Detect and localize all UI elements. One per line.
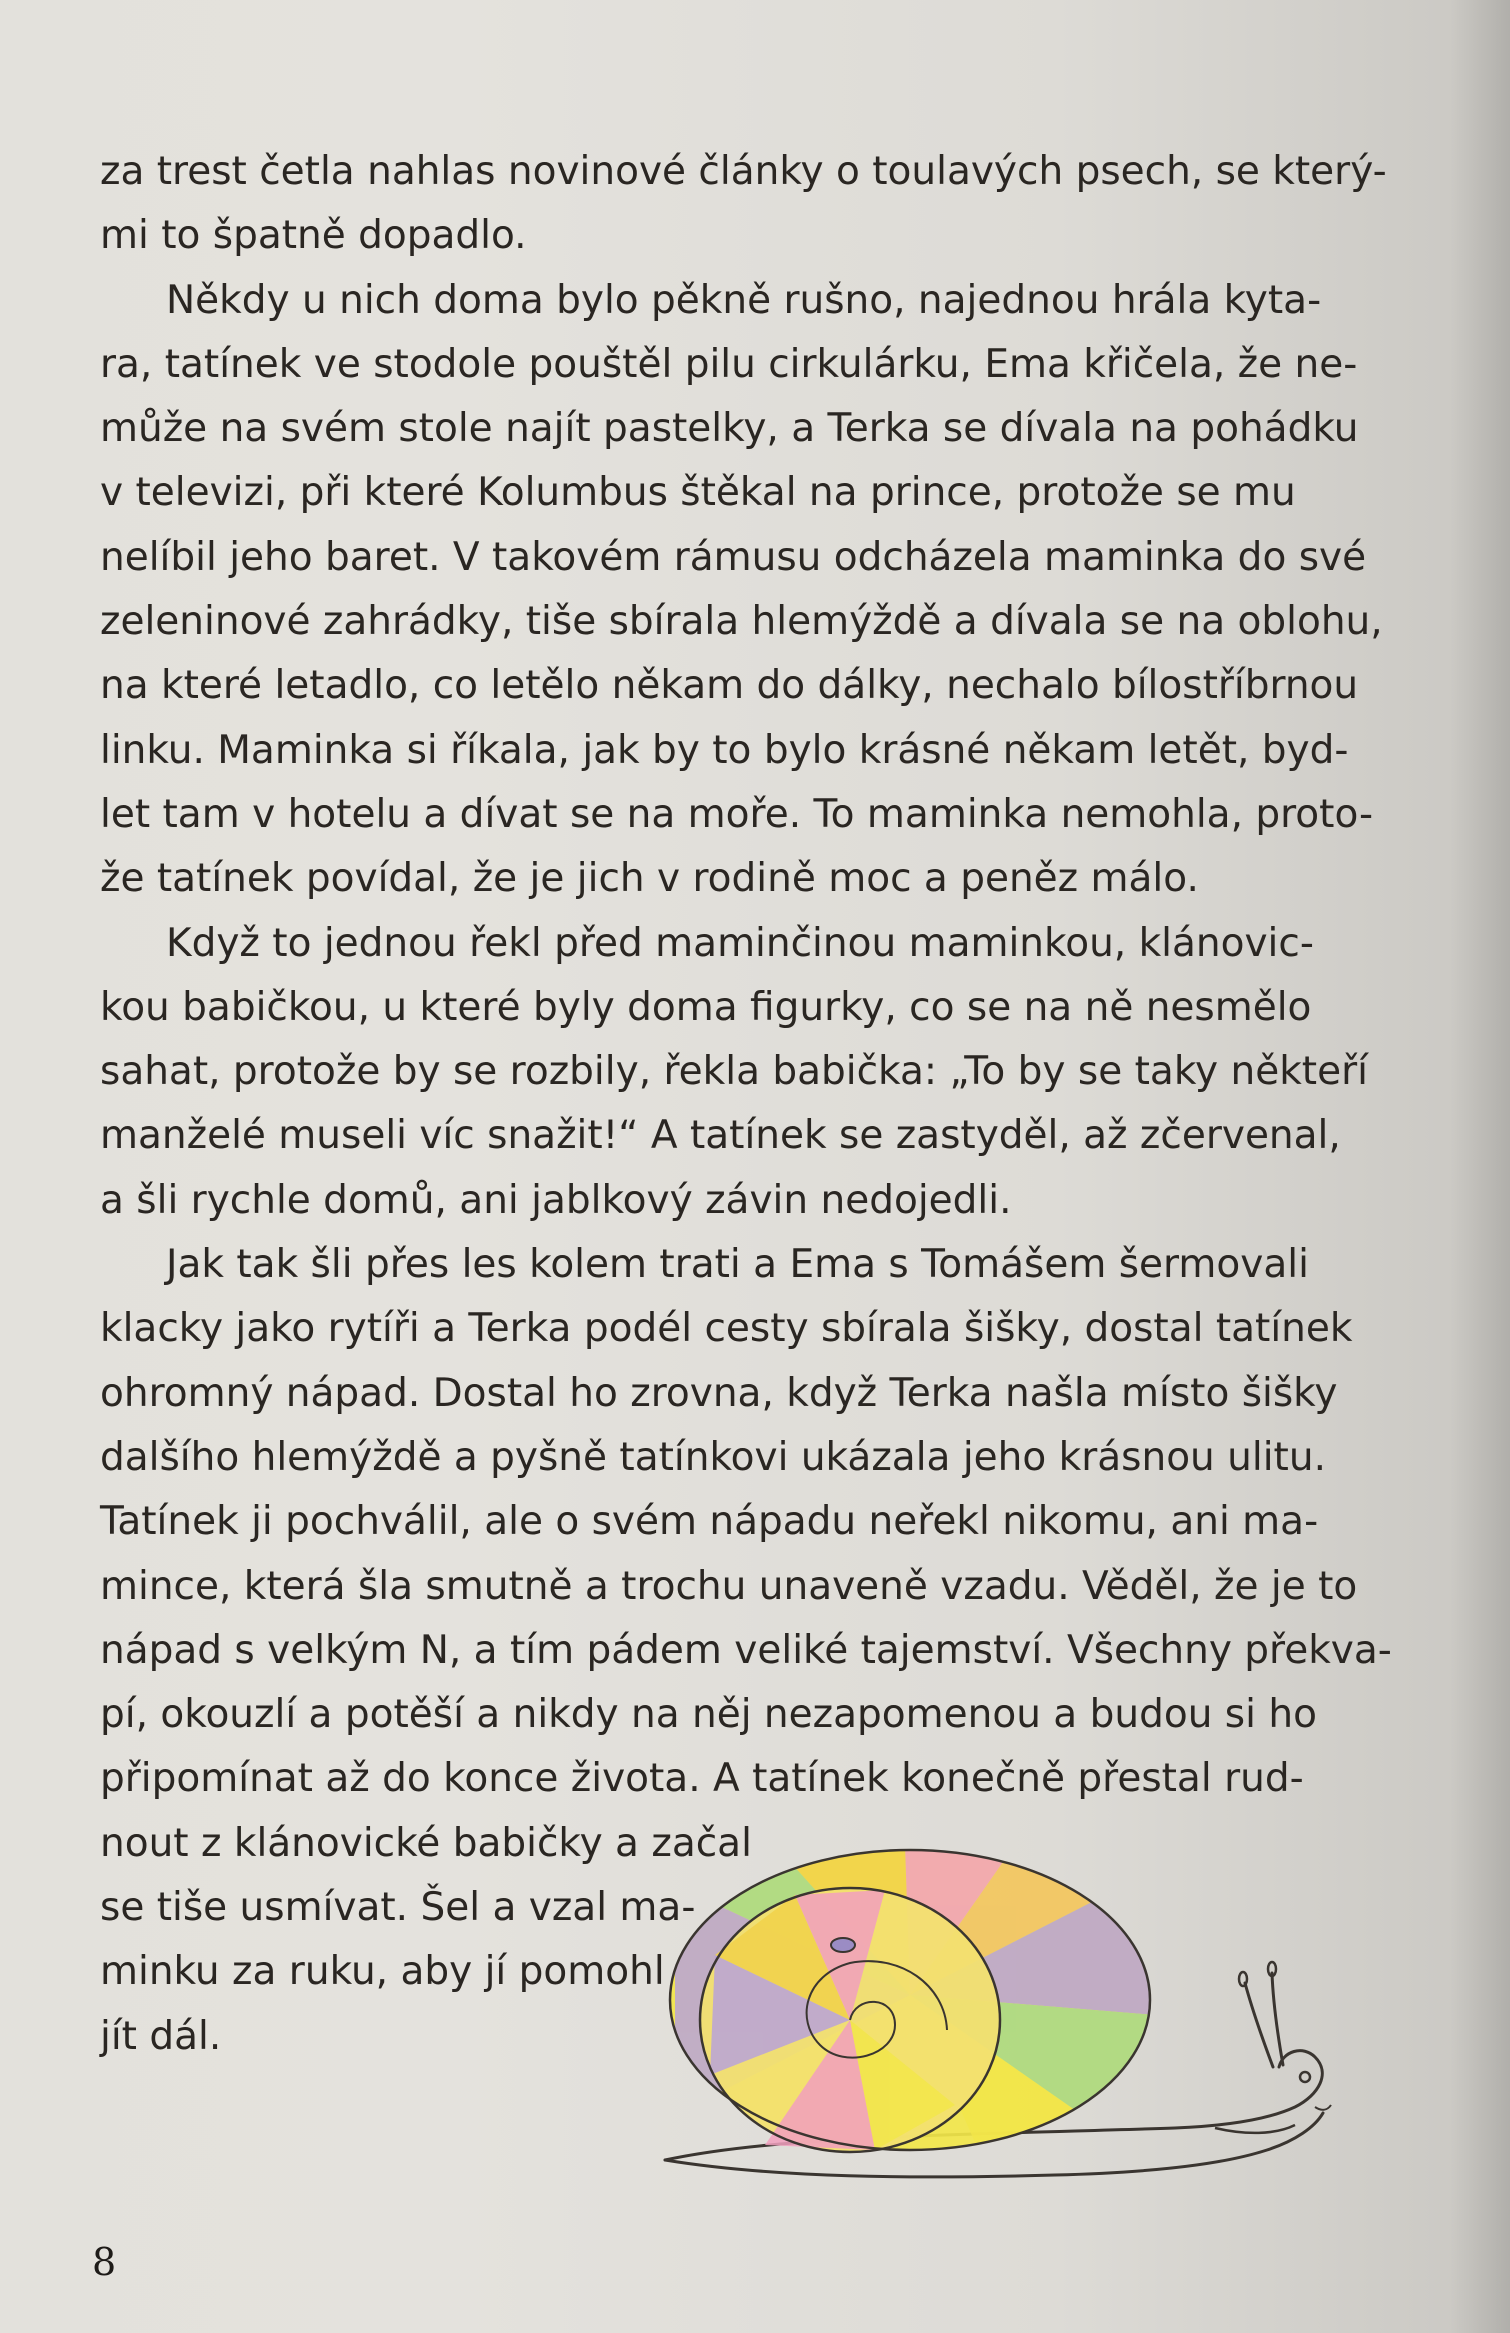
text-line: nout z klánovické babičky a začal [100,1820,752,1866]
text-line: mi to špatně dopadlo. [100,213,527,259]
snail-icon [655,1845,1355,2185]
paragraph-2 [100,269,1396,912]
text-line: Tatínek ji pochválil, ale o svém nápadu neřekl nikomu, ani ma- [100,1499,1319,1545]
text-line: linku. Maminka si říkala, jak by to bylo krásné někam letět, byd- [100,727,1349,773]
text-line: kou babičkou, u které byly doma figurky, co se na ně nesmělo [100,984,1312,1030]
text-line: že tatínek povídal, že je jich v rodině moc a peněz málo. [100,856,1199,902]
text-line: na které letadlo, co letělo někam do dálky, nechalo bílostříbrnou [100,663,1359,709]
text-line: se tiše usmívat. Šel a vzal ma- [100,1885,696,1931]
text-line: a šli rychle domů, ani jablkový závin nedojedli. [100,1177,1012,1223]
story-text [100,140,1396,2069]
text-line: může na svém stole najít pastelky, a Terka se dívala na pohádku [100,406,1359,452]
paragraph-3 [100,912,1396,1233]
text-line: ohromný nápad. Dostal ho zrovna, když Terka našla místo šišky [100,1370,1338,1416]
text-line: připomínat až do konce života. A tatínek konečně přestal rud- [100,1756,1304,1802]
text-line: pí, okouzlí a potěší a nikdy na něj nezapomenou a budou si ho [100,1692,1317,1738]
text-line: jít dál. [100,2013,222,2059]
text-line: nápad s velkým N, a tím pádem veliké tajemství. Všechny překva- [100,1627,1392,1673]
text-line: Když to jednou řekl před maminčinou maminkou, klánovic- [166,920,1314,966]
text-line: zeleninové zahrádky, tiše sbírala hlemýždě a dívala se na oblohu, [100,599,1383,645]
text-line: klacky jako rytíři a Terka podél cesty sbírala šišky, dostal tatínek [100,1306,1353,1352]
text-line: let tam v hotelu a dívat se na moře. To maminka nemohla, proto- [100,791,1374,837]
text-line: mince, která šla smutně a trochu unaveně vzadu. Věděl, že je to [100,1563,1358,1609]
text-line: v televizi, při které Kolumbus štěkal na prince, protože se mu [100,470,1296,516]
text-line: manželé museli víc snažit!“ A tatínek se zastyděl, až zčervenal, [100,1113,1341,1159]
text-line: dalšího hlemýždě a pyšně tatínkovi ukázala jeho krásnou ulitu. [100,1434,1326,1480]
page-number: 8 [92,2240,117,2284]
text-line: sahat, protože by se rozbily, řekla babička: „To by se taky někteří [100,1049,1368,1095]
paragraph-1 [100,140,1396,269]
text-line: Jak tak šli přes les kolem trati a Ema s Tomášem šermovali [166,1242,1309,1288]
text-line: minku za ruku, aby jí pomohl [100,1949,665,1995]
text-line: ra, tatínek ve stodole pouštěl pilu cirkulárku, Ema křičela, že ne- [100,341,1358,387]
page-edge-shadow [1450,0,1510,2333]
paragraph-4 [100,1233,1396,1812]
text-line: za trest četla nahlas novinové články o toulavých psech, se který- [100,149,1387,194]
text-line: Někdy u nich doma bylo pěkně rušno, najednou hrála kyta- [166,277,1322,323]
text-line: nelíbil jeho baret. V takovém rámusu odcházela maminka do své [100,534,1367,580]
